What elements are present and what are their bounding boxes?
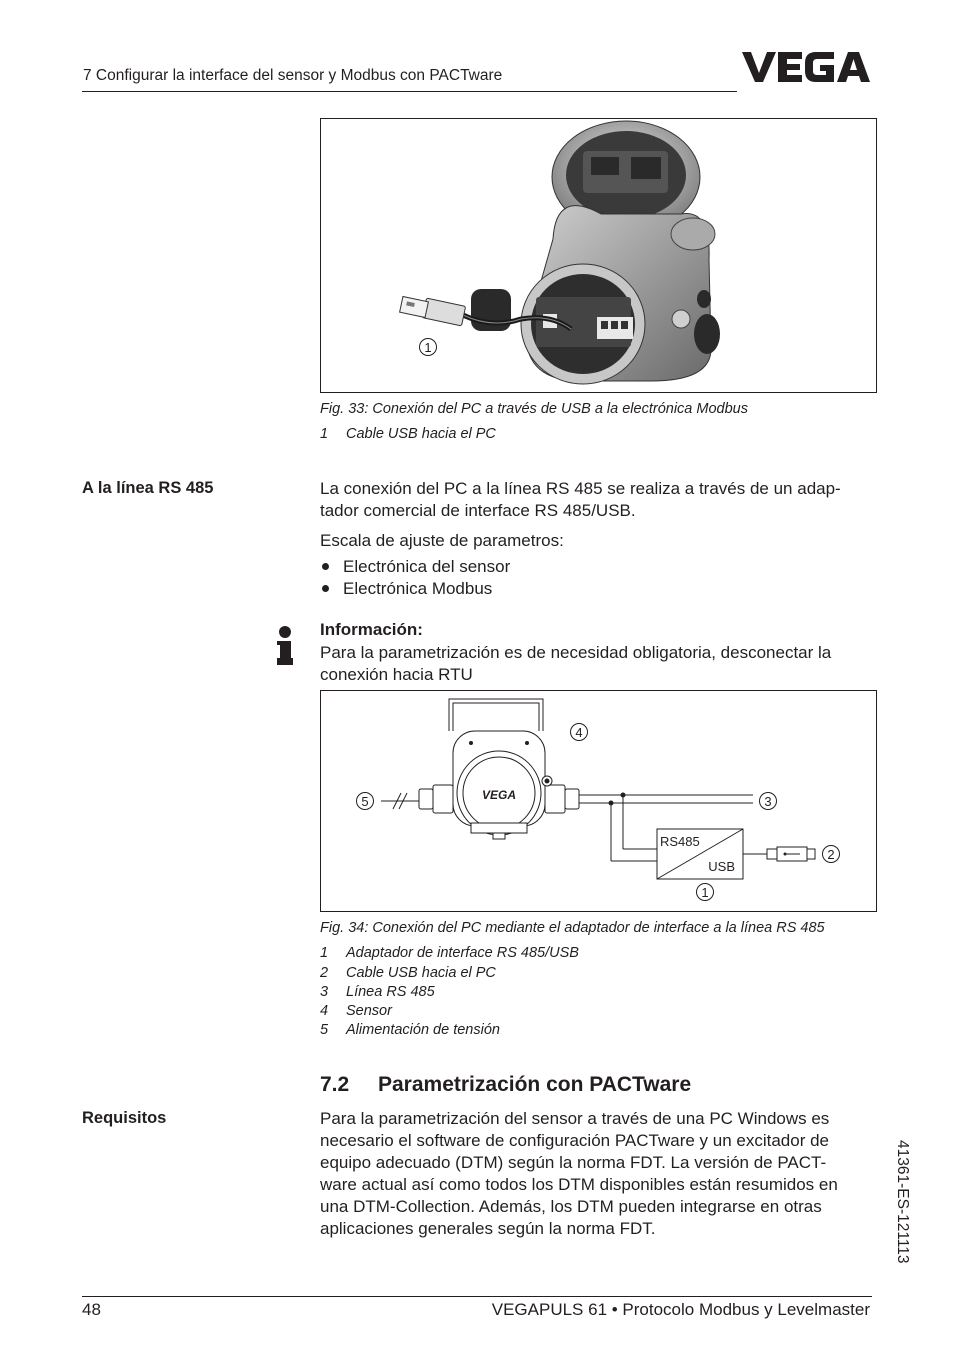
rs485-side-label: A la línea RS 485: [82, 479, 214, 497]
info-text: Para la parametrización es de necesidad obligatoria, desconectar la conexión hacia RTU: [320, 643, 832, 684]
callout-4: 4: [575, 725, 583, 740]
figure34-legend-item: 1 Adaptador de interface RS 485/USB: [320, 945, 579, 961]
bullet-dot: [322, 585, 329, 592]
rs485-paragraph: La conexión del PC a la línea RS 485 se realiza a través de un adap- tador comercial de interface RS 485/USB.: [320, 479, 841, 520]
sensor-logo: VEGA: [481, 788, 517, 802]
header-rule: [82, 91, 737, 92]
vega-logo: [742, 50, 872, 84]
figure34-legend-item: 5 Alimentación de tensión: [320, 1022, 500, 1038]
footer-product: VEGAPULS 61 • Protocolo Modbus y Levelmaster: [491, 1300, 870, 1319]
figure-usb-connection: [320, 118, 877, 393]
rs485-wiring-diagram: [321, 691, 876, 911]
housing-usb-illustration: [321, 119, 876, 392]
requisitos-paragraph: Para la parametrización del sensor a través de una PC Windows es necesario el software de configuración PACTware y un excitador de equipo adecuado (DTM) según la norma FDT. La versión de PACT- ware actual así como todos los DTM disponibles están resumidos en una DTM-Collection. Además, los DTM pueden integrarse en otras aplicaciones generales según la norma FDT.: [320, 1109, 838, 1238]
callout-5: 5: [361, 794, 369, 809]
callout-1: 1: [701, 885, 709, 900]
bullet-item: Electrónica del sensor: [322, 557, 510, 577]
page-number: 48: [82, 1300, 101, 1319]
document-code: 41361-ES-121113: [894, 1140, 911, 1264]
adapter-label-rs485: RS485: [660, 834, 700, 849]
figure34-caption: Fig. 34: Conexión del PC mediante el adaptador de interface a la línea RS 485: [320, 920, 825, 936]
callout-1: 1: [424, 340, 432, 355]
figure33-legend-item: 1 Cable USB hacia el PC: [320, 426, 496, 442]
figure34-legend-item: 3 Línea RS 485: [320, 984, 435, 1000]
footer-rule: [82, 1296, 872, 1297]
figure34-legend-item: 2 Cable USB hacia el PC: [320, 965, 496, 981]
section-heading: 7.2 Parametrización con PACTware: [320, 1073, 692, 1096]
adapter-label-usb: USB: [708, 859, 735, 874]
bullet-item: Electrónica Modbus: [322, 579, 492, 599]
bullet-dot: [322, 563, 329, 570]
info-icon: [274, 624, 296, 668]
requisitos-side-label: Requisitos: [82, 1109, 167, 1127]
figure34-legend-item: 4 Sensor: [320, 1003, 392, 1019]
scale-intro: Escala de ajuste de parametros:: [320, 531, 564, 550]
chapter-header: 7 Configurar la interface del sensor y Modbus con PACTware: [83, 67, 503, 84]
callout-2: 2: [827, 847, 835, 862]
callout-3: 3: [764, 794, 772, 809]
figure-rs485-connection: [320, 690, 877, 912]
info-title: Información:: [320, 620, 423, 639]
figure33-caption: Fig. 33: Conexión del PC a través de USB a la electrónica Modbus: [320, 401, 748, 417]
